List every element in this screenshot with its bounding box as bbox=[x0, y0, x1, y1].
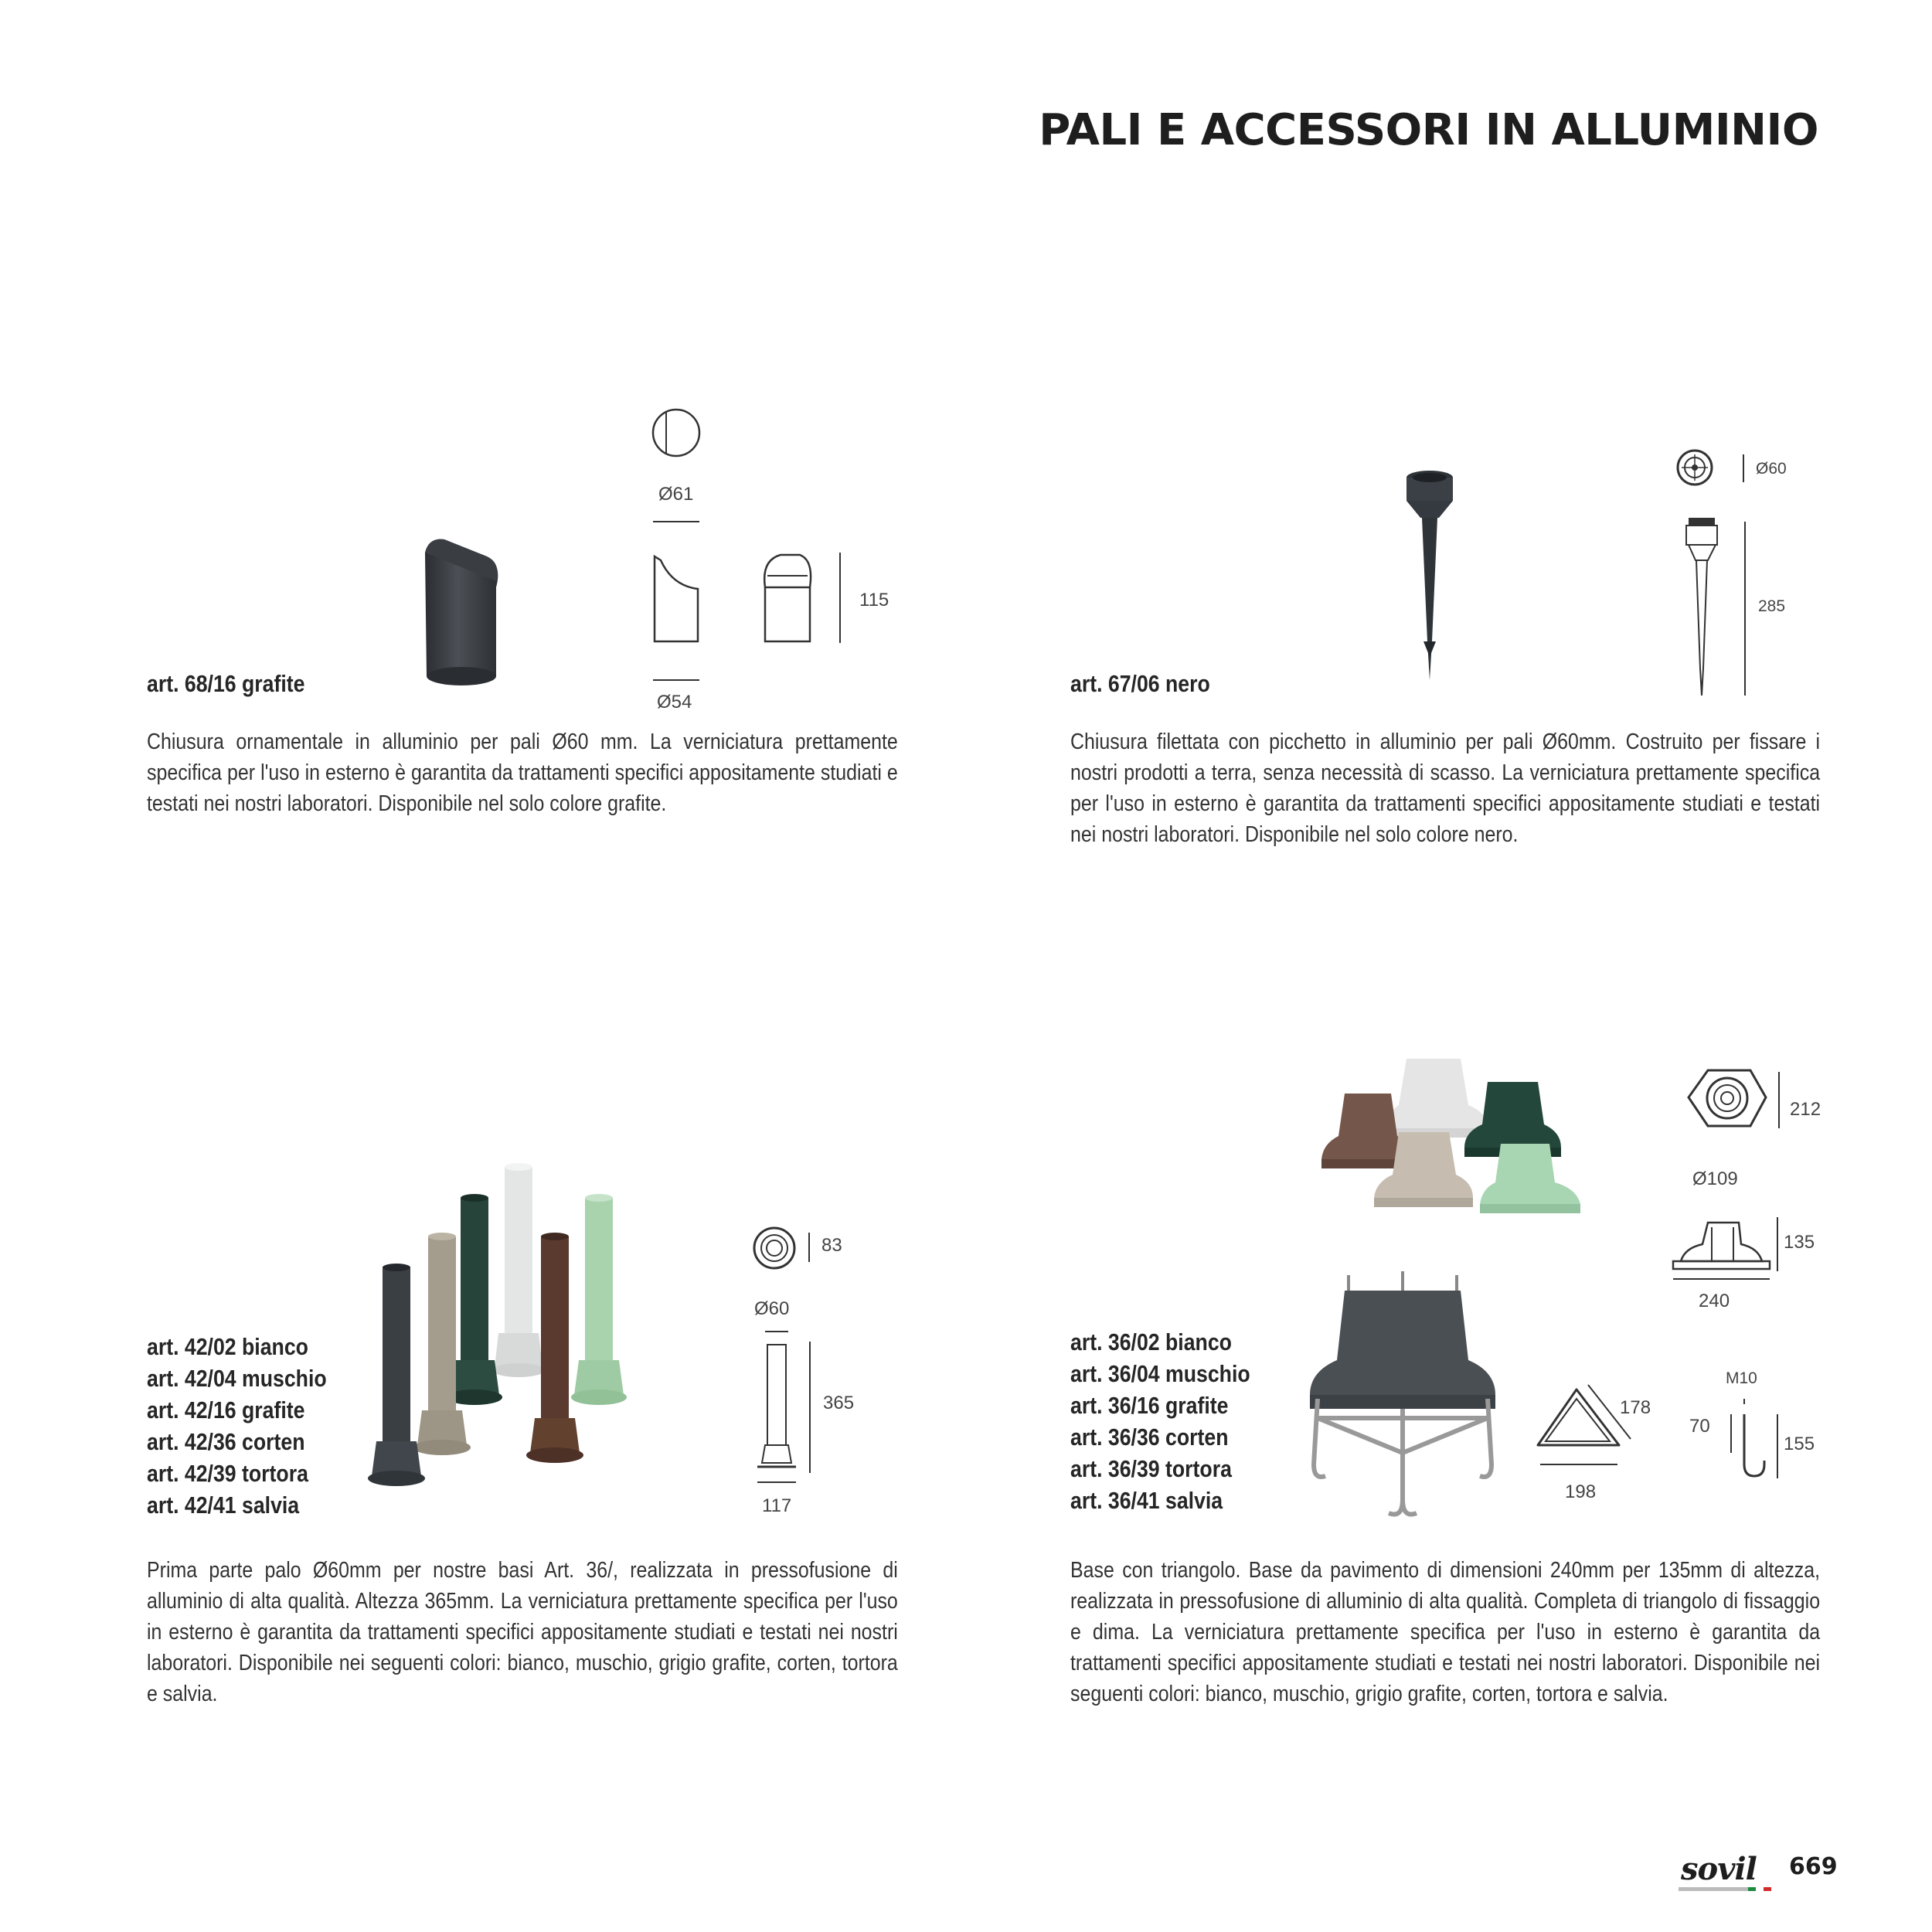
product-description: Prima parte palo Ø60mm per nostre basi Art. 36/, realizzata in pressofusione di alluminio di alta qualità. Altezza 365mm. La verniciatura prettamente specifica per l'uso in esterno è garantita da trattamenti specifici appositamente studiati e testati nei nostri laboratori. Disponibile nei seguenti colori: bianco, muschio, grigio grafite, corten, tortora e salvia. bbox=[147, 1558, 898, 1706]
drawing-side-views bbox=[645, 518, 893, 711]
article-code: art. 36/04 muschio bbox=[1070, 1360, 1250, 1387]
drawing-top-view-palo bbox=[751, 1225, 821, 1271]
article-list bbox=[147, 1331, 327, 1521]
drawing-side-palo bbox=[750, 1328, 827, 1490]
dim-bottom-diameter: Ø54 bbox=[657, 692, 692, 713]
dim-base-palo: 117 bbox=[762, 1495, 792, 1516]
dim-height-picchetto: 285 bbox=[1758, 597, 1786, 615]
dim-hook-height: 155 bbox=[1784, 1434, 1815, 1454]
dim-hook-width: 70 bbox=[1689, 1416, 1710, 1437]
drawing-hook bbox=[1727, 1395, 1789, 1488]
dim-width-base: 240 bbox=[1699, 1291, 1730, 1311]
article-code: art. 36/41 salvia bbox=[1070, 1487, 1223, 1514]
dim-height-palo: 365 bbox=[823, 1393, 855, 1413]
article-code: art. 36/02 bianco bbox=[1070, 1328, 1232, 1355]
dim-top-size: 212 bbox=[1790, 1099, 1821, 1120]
dim-diameter: Ø60 bbox=[754, 1298, 790, 1319]
product-description: Chiusura filettata con picchetto in alluminio per pali Ø60mm. Costruito per fissare i nostri prodotti a terra, senza necessità di scasso. La verniciatura prettamente specifica per l'uso in esterno è garantita da trattamenti specifici appositamente studiati e testati nei nostri laboratori. Disponibile nel solo colore nero. bbox=[1070, 730, 1821, 847]
drawing-top-view bbox=[649, 406, 703, 460]
article-code: art. 68/16 grafite bbox=[147, 670, 305, 697]
dim-height: 115 bbox=[859, 590, 889, 611]
brand-logo: sovil bbox=[1681, 1851, 1757, 1887]
dim-top-diameter: Ø61 bbox=[658, 484, 694, 505]
italian-flag-stripe bbox=[1679, 1887, 1771, 1891]
article-code: art. 36/16 grafite bbox=[1070, 1392, 1229, 1419]
product-description: Chiusura ornamentale in alluminio per pali Ø60 mm. La verniciatura prettamente specifica per l'uso in esterno è garantita da trattamenti specifici appositamente studiati e testati nei nostri laboratori. Disponibile nel solo colore grafite. bbox=[147, 730, 898, 816]
page-title: PALI E ACCESSORI IN ALLUMINIO bbox=[1039, 105, 1818, 155]
product-description: Base con triangolo. Base da pavimento di dimensioni 240mm per 135mm di altezza, realizzata in pressofusione di alluminio di alta qualità. Completa di triangolo di fissaggio e dima. La verniciatura prettamente specifica per l'uso in esterno è garantita da trattamenti specifici appositamente studiati e testati nei nostri laboratori. Disponibile nei seguenti colori: bianco, muschio, grigio grafite, corten, tortora e salvia. bbox=[1070, 1558, 1821, 1706]
dim-triangle-base: 198 bbox=[1565, 1481, 1597, 1502]
article-list bbox=[1070, 1326, 1250, 1516]
dim-top-size: 83 bbox=[821, 1235, 842, 1256]
article-code: art. 42/02 bianco bbox=[147, 1333, 308, 1360]
page-number: 669 bbox=[1789, 1853, 1838, 1880]
dim-diameter: Ø60 bbox=[1756, 460, 1787, 478]
article-code: art. 42/16 grafite bbox=[147, 1396, 305, 1423]
article-code: art. 42/39 tortora bbox=[147, 1460, 308, 1487]
article-code: art. 36/39 tortora bbox=[1070, 1455, 1232, 1482]
dim-inner-diameter: Ø109 bbox=[1692, 1168, 1738, 1189]
article-code: art. 42/36 corten bbox=[147, 1428, 305, 1455]
product-photo-pali bbox=[363, 1163, 641, 1488]
article-code: art. 42/04 muschio bbox=[147, 1365, 327, 1392]
dim-height-base: 135 bbox=[1784, 1232, 1815, 1253]
article-code: art. 36/36 corten bbox=[1070, 1423, 1229, 1451]
article-code: art. 67/06 nero bbox=[1070, 670, 1210, 697]
drawing-side-base bbox=[1665, 1213, 1789, 1287]
product-photo-chiusura-ornamentale bbox=[410, 533, 510, 692]
dim-triangle-side: 178 bbox=[1620, 1397, 1651, 1418]
drawing-top-view-base bbox=[1673, 1063, 1789, 1155]
product-photo-picchetto bbox=[1391, 464, 1468, 684]
article-code: art. 42/41 salvia bbox=[147, 1492, 300, 1519]
dim-bolt: M10 bbox=[1726, 1369, 1757, 1387]
product-photo-basi bbox=[1314, 1051, 1592, 1221]
product-photo-base-triangolo bbox=[1302, 1267, 1503, 1546]
